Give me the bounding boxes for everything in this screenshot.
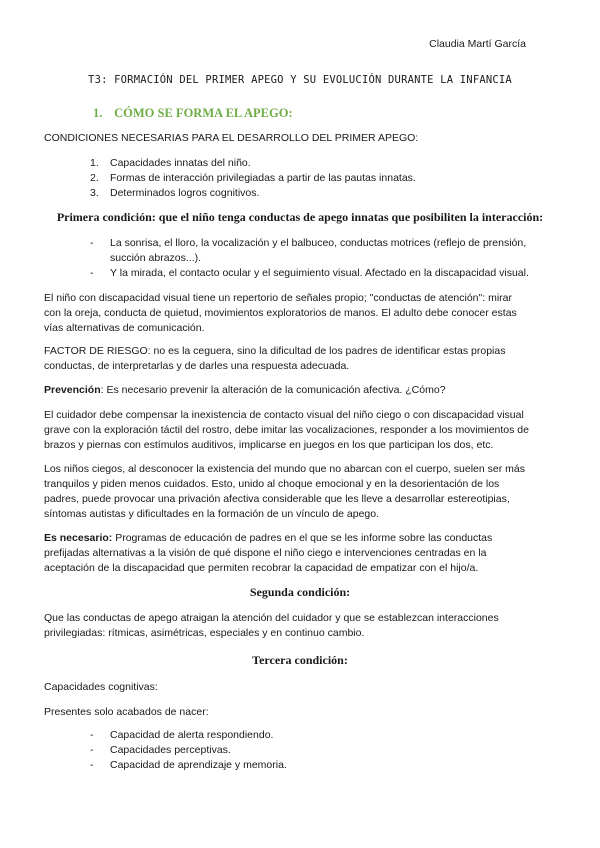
paragraph-signals: El niño con discapacidad visual tiene un repertorio de señales propio; "conductas de atención": mirar con la oreja, conducta de quietud, movimientos exploratorios de manos. El adulto debe conocer estas vías alternativas de comunicación. — [44, 292, 517, 334]
list-item: - Capacidad de aprendizaje y memoria. — [90, 759, 287, 771]
paragraph-blind-children: Los niños ciegos, al desconocer la existencia del mundo que no abarcan con el cuerpo, suelen ser más tranquilos y piden menos cuidados. Esto, unido al choque emocional y en la desorientación de los padres, puede provocar una privación afectiva considerable que les lleve a desarrollar estereotipias, síntomas autistas y dificultades en la formación de un vínculo de apego. — [44, 463, 525, 520]
prevention-label: Prevención — [44, 384, 101, 396]
third-condition-heading: Tercera condición: — [252, 653, 348, 667]
list-item: - La sonrisa, el lloro, la vocalización y el balbuceo, conductas motrices (reflejo de prensión, succión abrazos...). — [90, 237, 527, 264]
necessary-label: Es necesario: — [44, 532, 113, 544]
third-condition-bullets — [90, 728, 560, 773]
paragraph-caregiver: El cuidador debe compensar la inexistencia de contacto visual del niño ciego o con discapacidad visual grave con la exploración táctil del rostro, debe imitar las vocalizaciones, responder a los movimientos de brazos y piernas con estímulos auditivos, implicarse en juegos en los que participan los dos, etc. — [44, 409, 529, 451]
paragraph-prevention: Prevención: Es necesario prevenir la alteración de la comunicación afectiva. ¿Cómo? — [44, 384, 446, 396]
first-condition-heading: Primera condición: que el niño tenga conductas de apego innatas que posibiliten la interacción: — [56, 210, 544, 224]
paragraph-necessary: Es necesario: Programas de educación de padres en el que se les informe sobre las conductas prefijadas alternativas a la visión de qué dispone el niño ciego e intervenciones centradas en la aceptación de la discapacidad que permiten recobrar la capacidad de empatizar con el hijo/a. — [44, 532, 493, 574]
list-item: - Capacidad de alerta respondiendo. — [90, 729, 274, 741]
section-title: CÓMO SE FORMA EL APEGO: — [114, 106, 293, 120]
conditions-list — [90, 156, 560, 201]
section-heading — [93, 106, 293, 121]
cognitive-capacities-line: Capacidades cognitivas: — [44, 681, 158, 693]
list-item: 1. Capacidades innatas del niño. — [90, 157, 251, 169]
present-at-birth-line: Presentes solo acabados de nacer: — [44, 706, 209, 718]
list-item: - Y la mirada, el contacto ocular y el seguimiento visual. Afectado en la discapacidad visual. — [90, 267, 529, 279]
paragraph-second-condition: Que las conductas de apego atraigan la atención del cuidador y que se establezcan interacciones privilegiadas: rítmicas, asimétricas, especiales y en continuo cambio. — [44, 612, 499, 639]
document-title: T3: FORMACIÓN DEL PRIMER APEGO Y SU EVOLUCIÓN DURANTE LA INFANCIA — [88, 74, 512, 86]
list-item: 3. Determinados logros cognitivos. — [90, 187, 260, 199]
list-item: 2. Formas de interacción privilegiadas a partir de las pautas innatas. — [90, 172, 416, 184]
author-name: Claudia Martí García — [429, 38, 526, 50]
second-condition-heading: Segunda condición: — [249, 585, 351, 599]
section-number: 1. — [93, 106, 103, 120]
conditions-intro: CONDICIONES NECESARIAS PARA EL DESARROLLO DEL PRIMER APEGO: — [44, 132, 419, 144]
first-condition-bullets — [90, 236, 560, 281]
list-item: - Capacidades perceptivas. — [90, 744, 231, 756]
paragraph-risk: FACTOR DE RIESGO: no es la ceguera, sino la dificultad de los padres de identificar estas propias conductas, de interpretarlas y de darles una respuesta adecuada. — [44, 345, 506, 372]
